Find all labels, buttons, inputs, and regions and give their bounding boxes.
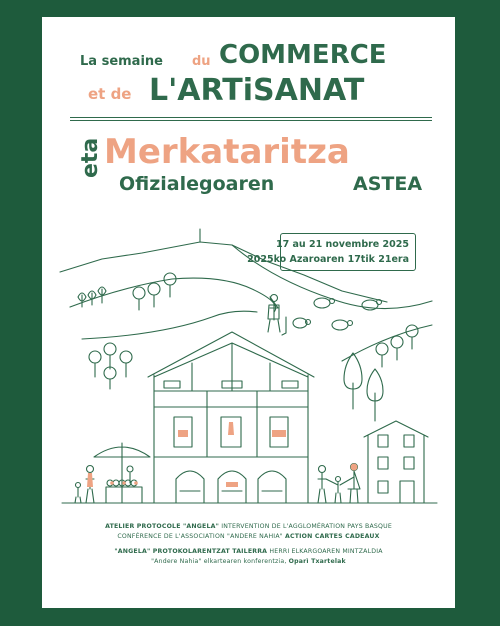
footer-eu-mintzaldia: HERRI ELKARGOAREN MINTZALDIA: [269, 548, 383, 555]
title-eu-ofizialegoaren: Ofizialegoaren: [119, 173, 275, 195]
poster: [42, 17, 455, 608]
footer-eu-opari: Oparì Txartelak: [288, 558, 346, 565]
footer-fr-line1: [42, 523, 455, 530]
footer-fr-angela: ATELIER PROTOCOLE "ANGELA": [105, 523, 220, 530]
footer-fr-conference: CONFÉRENCE DE L'ASSOCIATION "ANDERE NAHIA": [117, 533, 283, 540]
footer-eu-konferentzia: "Andere Nahia" elkartearen konferentzia,: [151, 558, 287, 565]
title-eu-merkataritza: Merkataritza: [104, 132, 350, 172]
footer-fr-intervention: INTERVENTION DE L'AGGLOMÉRATION PAYS BASQUE: [221, 523, 392, 530]
tree-cluster-left: [78, 273, 176, 310]
footer-fr-cartes: ACTION CARTES CADEAUX: [284, 533, 380, 540]
date-eu: 2025ko Azaroaren 17tik 21era: [247, 254, 409, 265]
footer-eu-angela: "ANGELA" PROTOKOLARENTZAT TAILERRA: [114, 548, 268, 555]
title-eu-eta: eta: [78, 137, 103, 178]
title-fr-artisanat: L'ARTiSANAT: [149, 73, 365, 108]
title-fr-etde: et de: [88, 85, 132, 103]
footer-fr-line2: [42, 533, 455, 540]
title-fr-prefix: La semaine: [80, 54, 163, 69]
title-fr-commerce: COMMERCE: [219, 40, 387, 70]
footer-eu-line1: [42, 548, 455, 555]
title-fr-du: du: [192, 54, 211, 69]
title-eu-astea: ASTEA: [353, 173, 423, 195]
date-fr: 17 au 21 novembre 2025: [275, 239, 409, 250]
village-illustration: [42, 17, 455, 517]
footer-eu-line2: [42, 558, 455, 565]
